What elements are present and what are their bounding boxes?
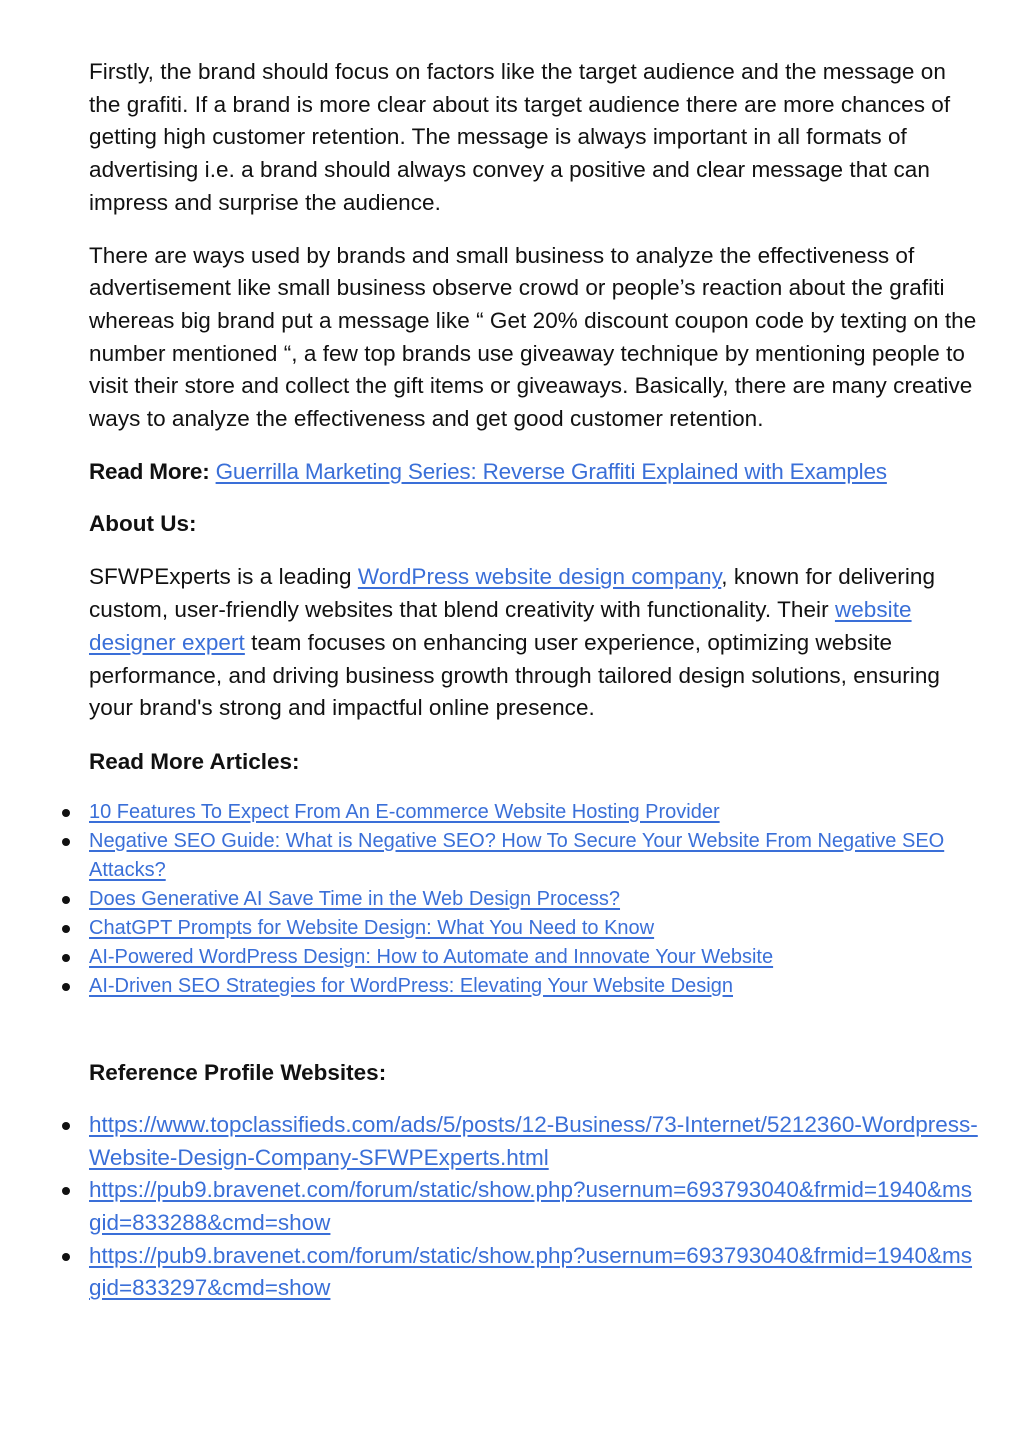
paragraph-grafiti-focus: Firstly, the brand should focus on factors like the target audience and the message on the grafiti. If a brand is more clear about its target audience there are more chances of getting high customer retention. The message is always important in all formats of advertising i.e. a brand should always convey a positive and clear message that can impress and surprise the audience. (89, 59, 951, 215)
list-item (89, 972, 979, 1001)
bullet-icon (62, 925, 70, 933)
about-text-1: SFWPExperts is a leading (89, 564, 358, 590)
bullet-icon (62, 809, 70, 817)
articles-list (89, 798, 979, 1001)
bullet-icon (62, 838, 70, 846)
about-text-2: , known for delivering custom, user-friendly websites that blend creativity with functionality. Their (89, 564, 936, 623)
reference-websites-heading: Reference Profile Websites: (89, 1059, 387, 1085)
reference-link[interactable]: https://pub9.bravenet.com/forum/static/show.php?usernum=693793040&frmid=1940&msgid=833297&cmd=show (89, 1242, 973, 1301)
read-more-line (89, 456, 979, 489)
paragraph-effectiveness: There are ways used by brands and small business to analyze the effectiveness of advertisement like small business observe crowd or people’s reaction about the grafiti whereas big brand put a message like “ Get 20% discount coupon code by texting on the number mentioned “, a few top brands use giveaway technique by mentioning people to visit their store and collect the gift items or giveaways. Basically, there are many creative ways to analyze the effectiveness and get good customer retention. (89, 242, 977, 432)
list-item (89, 885, 979, 914)
bullet-icon (62, 954, 70, 962)
list-item (89, 914, 979, 943)
bullet-icon (62, 896, 70, 904)
read-more-link[interactable]: Guerrilla Marketing Series: Reverse Graffiti Explained with Examples (215, 458, 887, 484)
reference-link[interactable]: https://pub9.bravenet.com/forum/static/show.php?usernum=693793040&frmid=1940&msgid=833288&cmd=show (89, 1177, 973, 1236)
bullet-icon (62, 1187, 70, 1195)
read-more-label: Read More: (89, 458, 210, 484)
article-link[interactable]: Negative SEO Guide: What is Negative SEO? How To Secure Your Website From Negative SEO Attacks? (89, 829, 945, 881)
list-item (89, 798, 979, 827)
wordpress-design-company-link[interactable]: WordPress website design company (357, 564, 722, 590)
bullet-icon (62, 1122, 70, 1130)
article-link[interactable]: AI-Driven SEO Strategies for WordPress: Elevating Your Website Design (89, 974, 733, 997)
bullet-icon (62, 1253, 70, 1261)
list-item (89, 943, 979, 972)
list-item (89, 1240, 979, 1305)
about-text-3: team focuses on enhancing user experience, optimizing website performance, and driving business growth through tailored design solutions, ensuring your brand's strong and impactful online presence. (89, 629, 940, 721)
list-item (89, 1109, 979, 1174)
article-link[interactable]: ChatGPT Prompts for Website Design: What You Need to Know (89, 916, 655, 939)
article-link[interactable]: AI-Powered WordPress Design: How to Automate and Innovate Your Website (89, 945, 774, 968)
reference-list (89, 1109, 979, 1305)
list-item (89, 1174, 979, 1239)
about-heading: About Us: (89, 511, 197, 537)
article-link[interactable]: Does Generative AI Save Time in the Web Design Process? (89, 887, 621, 910)
read-more-articles-heading: Read More Articles: (89, 748, 300, 774)
document-page (89, 56, 979, 1305)
list-item (89, 827, 979, 885)
article-link[interactable]: 10 Features To Expect From An E-commerce Website Hosting Provider (89, 800, 720, 823)
reference-link[interactable]: https://www.topclassifieds.com/ads/5/posts/12-Business/73-Internet/5212360-Wordpress-Website-Design-Company-SFWPExperts.html (89, 1111, 978, 1170)
about-paragraph (89, 561, 979, 725)
bullet-icon (62, 983, 70, 991)
website-designer-expert-link[interactable]: website designer expert (89, 597, 912, 655)
